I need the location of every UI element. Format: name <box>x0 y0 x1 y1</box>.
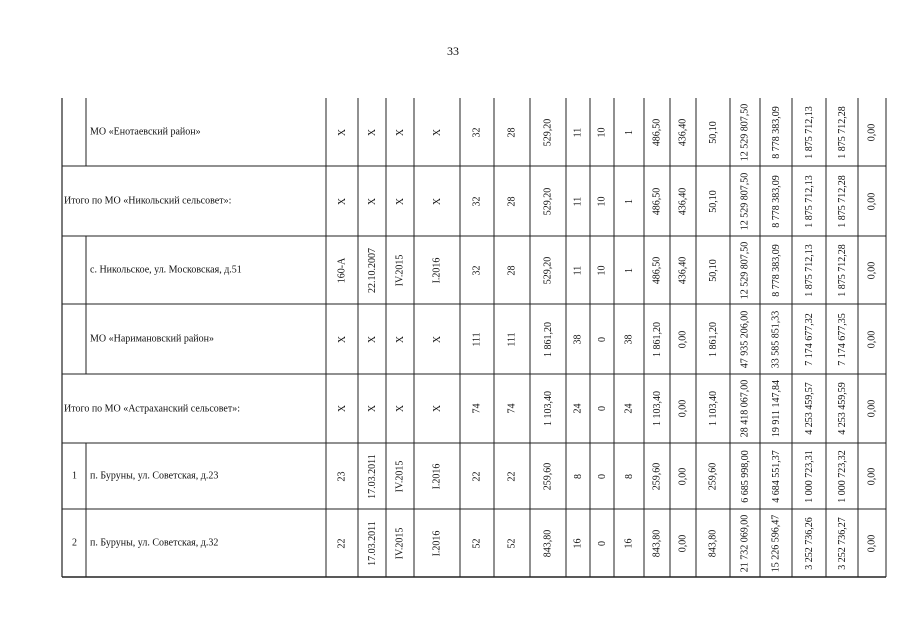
table-cell: 0 <box>596 473 608 479</box>
table-cell: 8 778 383,09 <box>770 174 782 228</box>
table-cell: 436,40 <box>677 256 689 284</box>
row-name: МО «Енотаевский район» <box>90 126 201 138</box>
table-cell: 3 252 736,27 <box>836 516 848 570</box>
table-cell: 529,20 <box>542 187 554 215</box>
row-name: с. Никольское, ул. Московская, д.51 <box>90 264 242 276</box>
table-cell: X <box>431 128 443 136</box>
table-cell: 259,60 <box>707 462 719 490</box>
table-cell: 52 <box>471 538 483 548</box>
table-cell: 1 103,40 <box>651 391 663 426</box>
table-cell: 1 875 712,13 <box>803 174 815 228</box>
row-name: МО «Наримановский район» <box>90 333 214 345</box>
table-cell: 1 861,20 <box>707 321 719 357</box>
table-cell: 16 <box>572 538 584 548</box>
table-cell: 38 <box>623 334 635 344</box>
table-cell: X <box>394 404 406 413</box>
table-cell: 0,00 <box>866 123 878 141</box>
table-cell: 259,60 <box>651 462 663 490</box>
table-cell: 11 <box>572 127 584 137</box>
table-cell: 486,50 <box>651 256 663 284</box>
table-cell: X <box>394 197 406 205</box>
table-cell: 21 732 069,00 <box>739 514 751 572</box>
table-cell: 4 684 551,37 <box>770 449 782 503</box>
table-cell: 7 174 677,35 <box>836 312 848 366</box>
table-cell: 0,00 <box>866 399 878 418</box>
table-cell: 10 <box>596 127 608 137</box>
table-cell: 7 174 677,32 <box>803 312 815 366</box>
table-cell: 28 <box>506 127 518 137</box>
table-cell: 0,00 <box>677 399 689 418</box>
table-cell: 160-А <box>336 257 348 283</box>
table-cell: 19 911 147,84 <box>770 379 782 438</box>
table-cell: 28 <box>506 196 518 206</box>
table-cell: 11 <box>572 265 584 275</box>
table-cell: 843,80 <box>707 529 719 557</box>
table-cell: X <box>336 128 348 136</box>
table-cell: 32 <box>471 265 483 275</box>
table-cell: 111 <box>506 331 518 347</box>
table-cell: 0,00 <box>677 467 689 485</box>
table-cell: 0,00 <box>866 467 878 485</box>
table-cell: IV.2015 <box>394 460 406 492</box>
table-cell: 11 <box>572 196 584 206</box>
table-cell: X <box>431 404 443 413</box>
table-cell: IV.2015 <box>394 527 406 559</box>
table-cell: 17.03.2011 <box>366 520 378 566</box>
table-cell: 52 <box>506 538 518 548</box>
table-cell: X <box>394 128 406 136</box>
table-cell: 843,80 <box>651 529 663 557</box>
table-cell: 22 <box>336 538 348 548</box>
table-cell: X <box>394 335 406 343</box>
table-cell: 1 <box>623 198 635 204</box>
table-cell: 486,50 <box>651 187 663 215</box>
table-cell: 28 418 067,00 <box>739 379 751 438</box>
table-cell: 8 778 383,09 <box>770 243 782 297</box>
table-cell: 32 <box>471 196 483 206</box>
table-cell: 12 529 807,50 <box>739 103 751 161</box>
table-cell: 23 <box>336 471 348 481</box>
table-cell: IV.2015 <box>394 254 406 286</box>
table-cell: X <box>366 404 378 413</box>
table-cell: I.2016 <box>431 463 443 489</box>
table-cell: 22.10.2007 <box>366 247 378 293</box>
table-cell: 436,40 <box>677 118 689 146</box>
table-cell: 1 <box>623 267 635 273</box>
table-cell: 28 <box>506 265 518 275</box>
table-cell: 0,00 <box>866 261 878 279</box>
table-cell: 74 <box>506 403 518 414</box>
table-cell: 259,60 <box>542 462 554 490</box>
table-cell: 1 000 723,32 <box>836 449 848 503</box>
table-cell: I.2016 <box>431 530 443 556</box>
table-cell: 12 529 807,50 <box>739 172 751 230</box>
table-cell: I.2016 <box>431 257 443 283</box>
table-cell: 50,10 <box>707 258 719 282</box>
table-cell: 10 <box>596 265 608 275</box>
table-cell: X <box>366 335 378 343</box>
table-cell: X <box>366 197 378 205</box>
table-cell: X <box>336 404 348 413</box>
row-name: п. Буруны, ул. Советская, д.32 <box>90 537 219 549</box>
table-cell: 32 <box>471 127 483 137</box>
table-cell: X <box>431 197 443 205</box>
table-cell: 0,00 <box>866 192 878 210</box>
table-cell: 1 875 712,13 <box>803 105 815 159</box>
page-number: 33 <box>447 44 459 58</box>
table-cell: 1 875 712,28 <box>836 243 848 297</box>
table-cell: 3 252 736,26 <box>803 516 815 570</box>
table-cell: 1 103,40 <box>707 391 719 426</box>
table-cell: 6 685 998,00 <box>739 449 751 503</box>
table-cell: 8 778 383,09 <box>770 105 782 159</box>
row-number: 1 <box>72 470 77 482</box>
table-cell: 436,40 <box>677 187 689 215</box>
table-cell: 0,00 <box>677 330 689 348</box>
table-cell: 22 <box>506 471 518 481</box>
table-cell: 24 <box>572 403 584 414</box>
table-cell: 1 875 712,13 <box>803 243 815 297</box>
table-cell: 0 <box>596 540 608 546</box>
table-cell: 529,20 <box>542 118 554 146</box>
table-cell: 12 529 807,50 <box>739 241 751 299</box>
table-cell: 47 935 206,00 <box>739 310 751 368</box>
table-cell: 33 585 851,33 <box>770 310 782 368</box>
row-name: Итого по МО «Никольский сельсовет»: <box>64 195 232 207</box>
row-name: Итого по МО «Астраханский сельсовет»: <box>64 403 241 414</box>
table-cell: X <box>336 197 348 205</box>
table-cell: 0,00 <box>677 534 689 552</box>
table-cell: 1 <box>623 129 635 135</box>
table-cell: 843,80 <box>542 529 554 557</box>
table-cell: 16 <box>623 538 635 548</box>
table-cell: 22 <box>471 471 483 481</box>
table-cell: 0 <box>596 336 608 342</box>
row-number: 2 <box>72 537 77 549</box>
row-name: п. Буруны, ул. Советская, д.23 <box>90 470 219 482</box>
table-cell: 4 253 459,57 <box>803 382 815 435</box>
table-cell: 17.03.2011 <box>366 453 378 499</box>
table-cell: 8 <box>623 473 635 479</box>
table-cell: 15 226 596,47 <box>770 514 782 572</box>
table-cell: 50,10 <box>707 120 719 144</box>
table-cell: X <box>336 335 348 343</box>
table-cell: 0 <box>596 406 608 411</box>
table-cell: 1 103,40 <box>542 391 554 426</box>
table-cell: 38 <box>572 334 584 344</box>
table-cell: 0,00 <box>866 330 878 348</box>
table-cell: 50,10 <box>707 189 719 213</box>
table-cell: 8 <box>572 473 584 479</box>
table-cell: 1 861,20 <box>542 321 554 357</box>
table-cell: 74 <box>471 403 483 414</box>
table-cell: 1 875 712,28 <box>836 105 848 159</box>
table-cell: 1 875 712,28 <box>836 174 848 228</box>
table-cell: 111 <box>471 331 483 347</box>
table-cell: X <box>366 128 378 136</box>
table-cell: 4 253 459,59 <box>836 382 848 435</box>
table-cell: 1 000 723,31 <box>803 449 815 503</box>
table-cell: 0,00 <box>866 534 878 552</box>
table-cell: 24 <box>623 403 635 414</box>
table-cell: 1 861,20 <box>651 321 663 357</box>
table-cell: 486,50 <box>651 118 663 146</box>
table-cell: 529,20 <box>542 256 554 284</box>
table-cell: 10 <box>596 196 608 206</box>
table-cell: X <box>431 335 443 343</box>
